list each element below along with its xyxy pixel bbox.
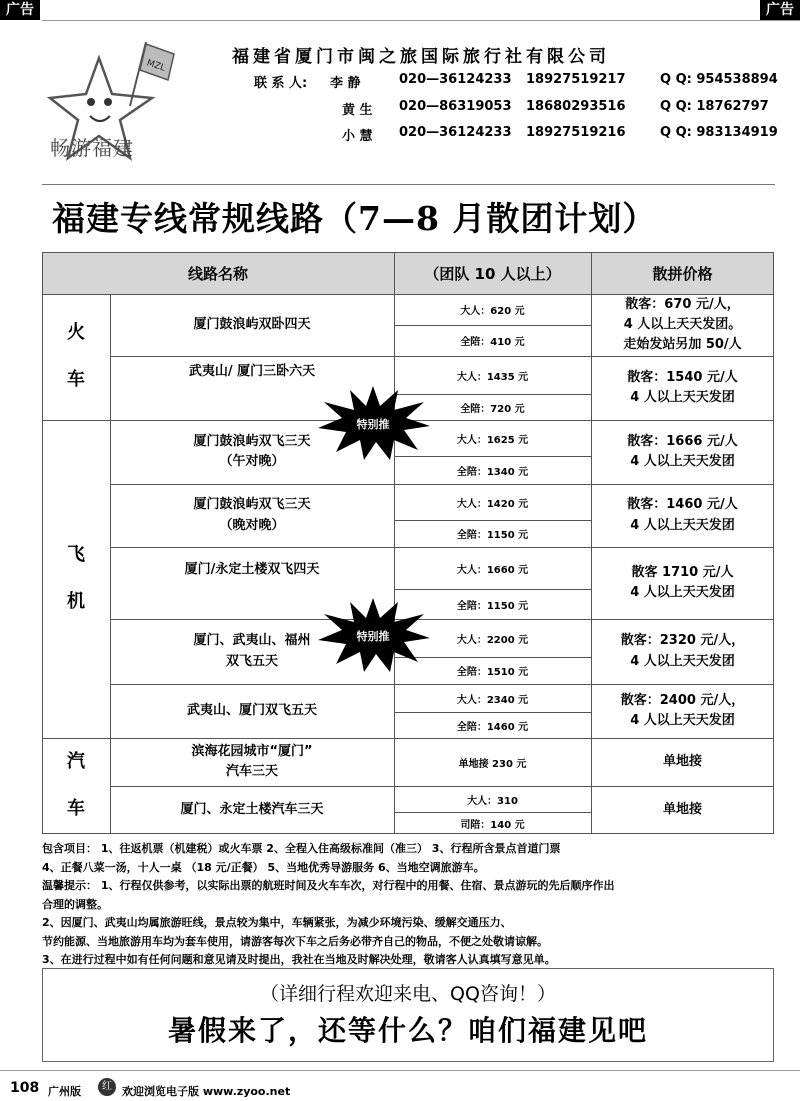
escort-price: 全陪：720 元 [460,403,525,415]
adult-price: 大人：2200 元 [456,634,529,646]
note-line: 包含项目： 1、往返机票（机建税）或火车票 2、全程入住高级标准间（准三） 3、行程所含景点首道门票 [42,842,561,855]
top-rule [42,20,800,21]
retail-price: 散客：1666 元/人 4 人以上天天发团 [627,433,738,469]
grid-line [394,812,591,813]
route-name: 厦门/永定土楼双飞四天 [184,561,320,577]
adult-price: 大人：310 [467,795,518,807]
grid-line [110,547,774,548]
contact-qq: Q Q: 18762797 [660,99,769,114]
ad-label-left: 广告 [0,0,40,20]
contact-label: 联 系 人: [254,76,308,91]
note-line: 3、在进行过程中如有任何问题和意见请及时提出，我社在当地及时解决处理，敬请客人认真填写意见单。 [42,953,556,966]
contact-mobile: 18927519216 [526,125,626,140]
edition-label: 广州版 [48,1085,81,1098]
route-name: 厦门鼓浪屿双飞三天 （午对晚） [193,433,311,469]
grid-line [42,294,774,295]
grid-line [773,252,774,834]
route-name: 滨海花园城市“厦门” 汽车三天 [191,743,313,779]
retail-price: 散客 1710 元/人 4 人以上天天发团 [630,564,735,600]
grid-line [394,520,591,521]
route-table [42,252,774,834]
special-badge [314,384,432,462]
contact-mobile: 18927519217 [526,72,626,87]
route-name: 武夷山、厦门双飞五天 [186,702,317,718]
company-name: 福建省厦门市闽之旅国际旅行社有限公司 [232,47,610,67]
route-name: 厦门、永定土楼汽车三天 [180,801,324,817]
notes-section [42,840,774,970]
website-link[interactable]: 欢迎浏览电子版 www.zyoo.net [122,1085,291,1098]
grid-line [394,589,591,590]
route-name: 厦门鼓浪屿双飞三天 （晚对晚） [193,497,311,533]
contact-phone: 020—86319053 [399,99,512,114]
grid-line [591,252,592,834]
special-badge [314,596,432,674]
retail-price: 单地接 [662,753,702,769]
group-label-bus [42,738,110,834]
retail-price: 单地接 [662,801,702,817]
retail-price: 散客：2400 元/人， 4 人以上天天发团 [620,692,745,728]
grid-line [110,684,774,685]
brand-circle-icon: 红 [98,1078,116,1096]
note-line: 2、因厦门、武夷山均属旅游旺线，景点较为集中，车辆紧张，为减少环境污染、缓解交通压力、 [42,916,512,929]
grid-line [110,786,774,787]
contact-name: 小 慧 [342,129,373,144]
logo-flag-text: MZL [145,58,167,74]
contact-name: 李 静 [330,76,361,91]
badge-text: 特别推 [356,630,390,643]
route-name: 厦门鼓浪屿双卧四天 [193,316,311,332]
grid-line [394,325,591,326]
note-line: 合理的调整。 [42,897,108,911]
contact-qq: Q Q: 954538894 [660,72,778,87]
header-divider [42,184,775,185]
contact-qq: Q Q: 983134919 [660,125,778,140]
group-char: 飞 机 [67,544,85,612]
grid-line [394,252,395,834]
header-group-price: （团队 10 人以上） [394,252,591,294]
grid-line [110,484,774,485]
badge-text: 特别推 [356,418,390,431]
logo-caption: 畅游福建 [50,136,134,160]
escort-price: 全陪：1150 元 [456,530,529,541]
contact-phone: 020—36124233 [399,125,512,140]
escort-price: 全陪：1150 元 [456,600,529,612]
contact-name: 黄 生 [342,103,373,118]
header-route-name: 线路名称 [42,252,394,294]
grid-line [110,356,774,357]
adult-price: 大人：1625 元 [456,434,529,446]
note-line: 节约能源、当地旅游用车均为套车使用，请游客每次下车之后务必带齐自己的物品，不便之处敬请谅解。 [42,934,548,948]
note-line: 温馨提示： 1、行程仅供参考，以实际出票的航班时间及火车车次，对行程中的用餐、住宿、景点游玩的先后顺序作出 [42,879,615,892]
grid-line [42,252,774,253]
page-footer [0,1070,800,1101]
grid-line [110,294,111,834]
ground-price: 单地接 230 元 [458,758,527,770]
driver-escort-price: 司陪：140 元 [460,819,525,831]
adult-price: 大人：620 元 [460,306,525,317]
grid-line [110,619,774,620]
grid-line [394,712,591,713]
retail-price: 散客：2320 元/人， 4 人以上天天发团 [620,633,745,669]
retail-price: 散客：1540 元/人 4 人以上天天发团 [627,369,738,405]
note-line: 4、正餐八菜一汤，十人一桌 （18 元/正餐） 5、当地优秀导游服务 6、当地空调旅游车。 [42,860,485,874]
ad-label-right: 广告 [760,0,800,20]
adult-price: 大人：2340 元 [456,694,529,706]
consult-text: （详细行程欢迎来电、QQ咨询！） [260,983,556,1005]
escort-price: 全陪：1510 元 [456,667,529,678]
slogan: 暑假来了，还等什么？咱们福建见吧 [167,1014,648,1047]
promo-box [42,968,774,1062]
header-retail-price: 散拼价格 [591,252,774,294]
adult-price: 大人：1435 元 [456,371,529,383]
escort-price: 全陪：1460 元 [456,721,529,733]
route-name: 武夷山/ 厦门三卧六天 [188,363,316,379]
retail-price: 散客：1460 元/人 4 人以上天天发团 [627,497,738,533]
route-name: 厦门、武夷山、福州 双飞五天 [193,633,311,669]
adult-price: 大人：1420 元 [456,498,529,510]
grid-line [42,833,774,834]
escort-price: 全陪：410 元 [460,337,525,348]
adult-price: 大人：1660 元 [456,564,529,576]
contact-phone: 020—36124233 [399,72,512,87]
grid-line [42,738,774,739]
group-label-train [42,294,110,420]
page-number: 108 [10,1080,40,1096]
group-label-plane [42,420,110,738]
contact-mobile: 18680293516 [526,99,626,114]
group-char: 火 车 [67,322,85,390]
escort-price: 全陪：1340 元 [456,466,529,478]
page-title: 福建专线常规线路（7—8 月散团计划） [52,199,657,238]
grid-line [42,252,43,834]
retail-price: 散客：670 元/人， 4 人以上天天发团。 走始发站另加 50/人 [623,296,742,353]
group-char: 汽 车 [67,751,85,819]
